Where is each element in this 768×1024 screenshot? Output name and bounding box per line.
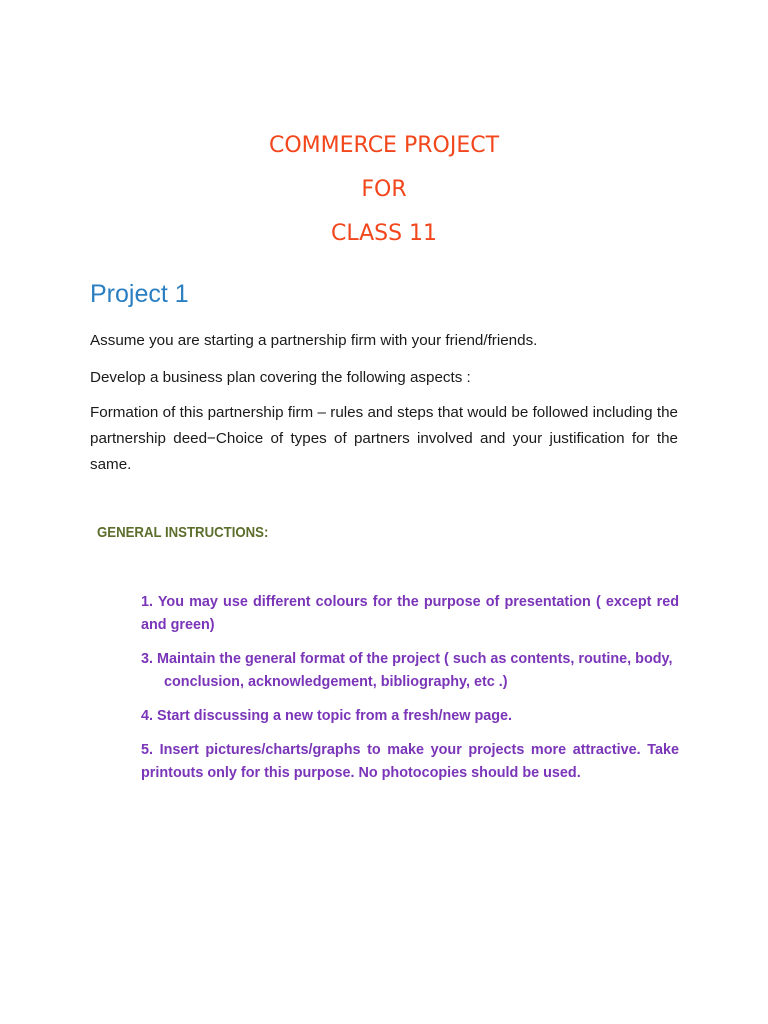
general-instructions-heading: GENERAL INSTRUCTIONS: — [97, 524, 269, 541]
project-paragraph-2: Develop a business plan covering the following aspects : — [90, 369, 471, 386]
project-paragraph-1: Assume you are starting a partnership firm with your friend/friends. — [90, 332, 538, 349]
instruction-item-4: 4. Start discussing a new topic from a fresh/new page. — [141, 708, 513, 724]
title-line-commerce-project: COMMERCE PROJECT — [268, 133, 500, 158]
title-line-for: FOR — [361, 177, 407, 202]
instruction-item-5: 5. Insert pictures/charts/graphs to make your projects more attractive. Take printouts only for this purpose. No photocopies should be used. — [141, 742, 679, 781]
project-heading: Project 1 — [90, 280, 189, 308]
title-line-class: CLASS 11 — [330, 221, 438, 246]
document-title — [0, 126, 768, 258]
instruction-item-1: 1. You may use different colours for the purpose of presentation ( except red and green) — [141, 594, 679, 633]
project-paragraph-3: Formation of this partnership firm – rules and steps that would be followed including the partnership deed−Choice of types of partners involved and your justification for the same. — [90, 404, 678, 473]
instructions-list — [141, 591, 679, 796]
instruction-item-3: 3. Maintain the general format of the project ( such as contents, routine, body, conclusion, acknowledgement, bibliography, etc .) — [141, 651, 673, 690]
